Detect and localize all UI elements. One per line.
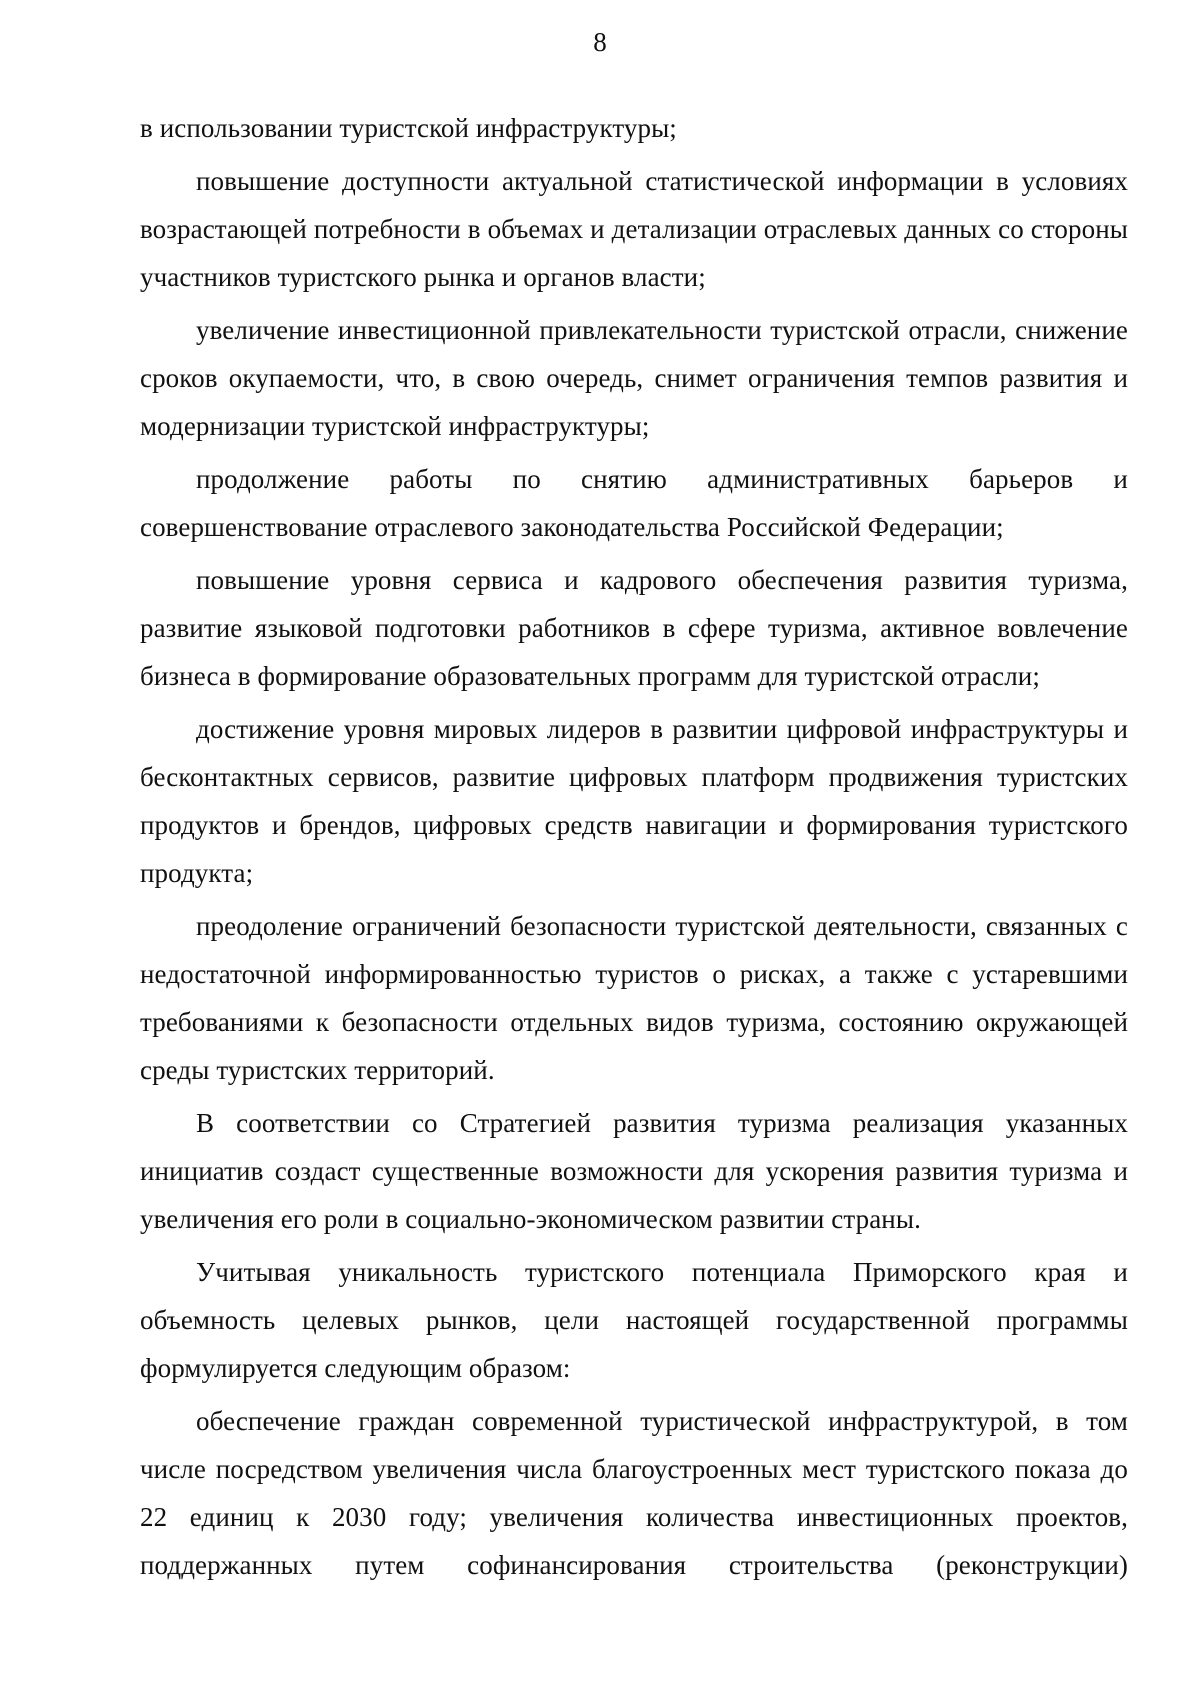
- page-number: 8: [593, 27, 607, 57]
- document-body: [140, 104, 1128, 1594]
- paragraph-9: Учитывая уникальность туристского потенциала Приморского края и объемность целевых рынков, цели настоящей государственной программы формулируется следующим образом:: [140, 1257, 1128, 1383]
- paragraph-8: В соответствии со Стратегией развития туризма реализация указанных инициатив создаст существенные возможности для ускорения развития туризма и увеличения его роли в социально-экономическом развитии страны.: [140, 1108, 1128, 1234]
- paragraph-7: преодоление ограничений безопасности туристской деятельности, связанных с недостаточной информированностью туристов о рисках, а также с устаревшими требованиями к безопасности отдельных видов туризма, состоянию окружающей среды туристских территорий.: [140, 911, 1128, 1085]
- paragraph-4: продолжение работы по снятию административных барьеров и совершенствование отраслевого законодательства Российской Федерации;: [140, 464, 1128, 542]
- paragraph-2: повышение доступности актуальной статистической информации в условиях возрастающей потребности в объемах и детализации отраслевых данных со стороны участников туристского рынка и органов власти;: [140, 166, 1128, 292]
- paragraph-5: повышение уровня сервиса и кадрового обеспечения развития туризма, развитие языковой подготовки работников в сфере туризма, активное вовлечение бизнеса в формирование образовательных программ для туристской отрасли;: [140, 565, 1128, 691]
- paragraph-10: обеспечение граждан современной туристической инфраструктурой, в том числе посредством увеличения числа благоустроенных мест туристского показа до 22 единиц к 2030 году; увеличения количества инвестиционных проектов, поддержанных путем софинансирования строительства (реконструкции): [140, 1406, 1128, 1580]
- paragraph-6: достижение уровня мировых лидеров в развитии цифровой инфраструктуры и бесконтактных сервисов, развитие цифровых платформ продвижения туристских продуктов и брендов, цифровых средств навигации и формирования туристского продукта;: [140, 714, 1128, 888]
- paragraph-1: в использовании туристской инфраструктуры;: [140, 113, 677, 143]
- paragraph-3: увеличение инвестиционной привлекательности туристской отрасли, снижение сроков окупаемости, что, в свою очередь, снимет ограничения темпов развития и модернизации туристской инфраструктуры;: [140, 315, 1128, 441]
